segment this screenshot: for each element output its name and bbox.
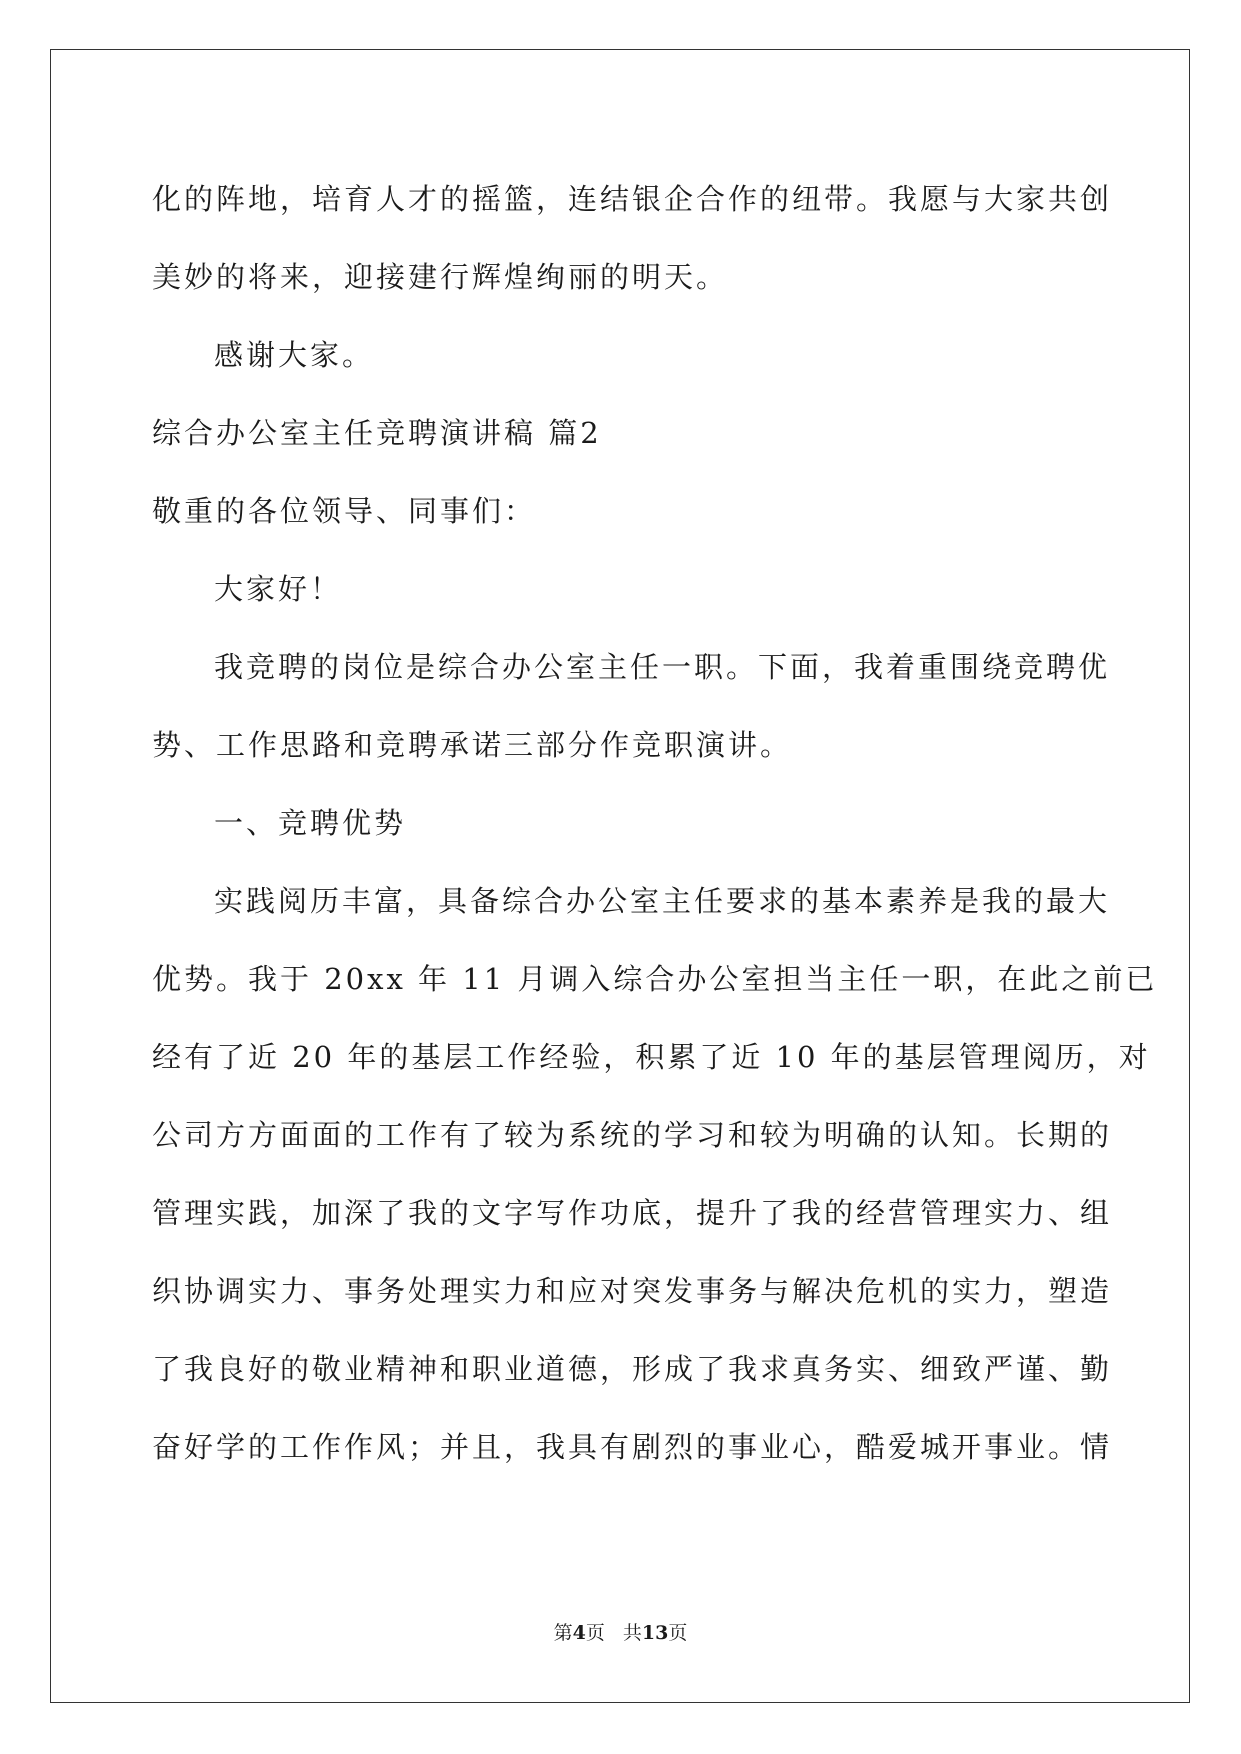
section-heading: 综合办公室主任竞聘演讲稿 篇2 [152,416,602,450]
footer-page-word: 页 [585,1622,605,1644]
paragraph-line: 奋好学的工作作风；并且，我具有剧烈的事业心，酷爱城开事业。情 [152,1430,1113,1464]
paragraph-line: 感谢大家。 [214,338,375,372]
subsection-heading: 一、竞聘优势 [214,806,407,840]
paragraph-line: 化的阵地，培育人才的摇篮，连结银企合作的纽带。我愿与大家共创 [152,182,1113,216]
page-footer [0,1618,1241,1645]
paragraph-line: 美妙的将来，迎接建行辉煌绚丽的明天。 [152,260,729,294]
footer-total-suffix: 页 [668,1622,688,1644]
paragraph-line: 了我良好的敬业精神和职业道德，形成了我求真务实、细致严谨、勤 [152,1352,1113,1386]
current-page-number: 4 [572,1622,586,1644]
footer-prefix: 第 [553,1622,573,1644]
paragraph-line: 织协调实力、事务处理实力和应对突发事务与解决危机的实力，塑造 [152,1274,1113,1308]
paragraph-line: 公司方方面面的工作有了较为系统的学习和较为明确的认知。长期的 [152,1118,1113,1152]
paragraph-line: 我竞聘的岗位是综合办公室主任一职。下面，我着重围绕竞聘优 [214,650,1111,684]
salutation: 敬重的各位领导、同事们： [152,494,537,528]
total-pages-number: 13 [641,1622,669,1644]
document-body [152,160,1158,1486]
greeting: 大家好！ [214,572,343,606]
paragraph-line: 实践阅历丰富，具备综合办公室主任要求的基本素养是我的最大 [214,884,1111,918]
footer-total-prefix: 共 [622,1622,642,1644]
paragraph-line: 管理实践，加深了我的文字写作功底，提升了我的经营管理实力、组 [152,1196,1113,1230]
paragraph-line: 势、工作思路和竞聘承诺三部分作竞职演讲。 [152,728,793,762]
paragraph-line: 经有了近 20 年的基层工作经验，积累了近 10 年的基层管理阅历，对 [152,1040,1151,1074]
paragraph-line: 优势。我于 20xx 年 11 月调入综合办公室担当主任一职，在此之前已 [152,962,1158,996]
